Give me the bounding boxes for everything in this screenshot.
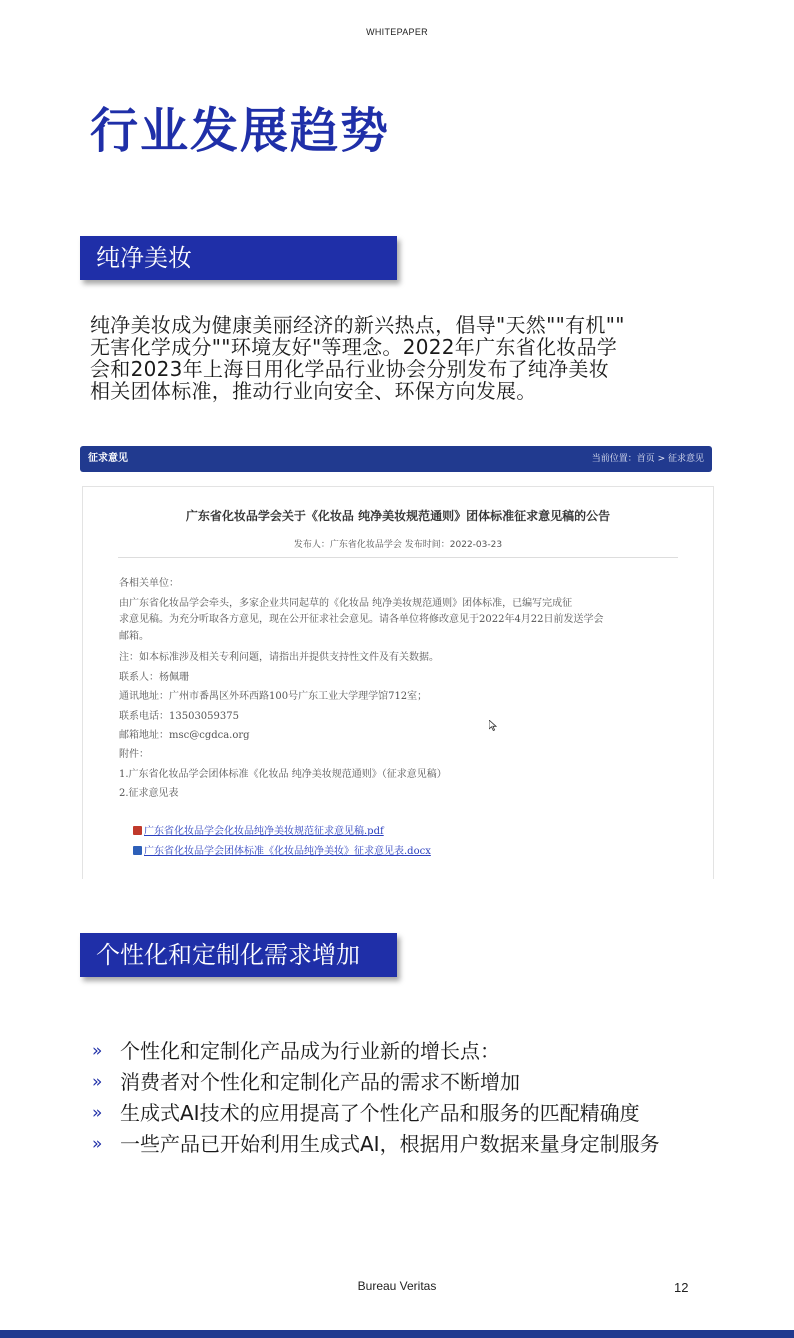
notice-line: 通讯地址：广州市番禺区外环西路100号广东工业大学理学馆712室；	[119, 691, 428, 702]
list-item-text: 个性化和定制化产品成为行业新的增长点：	[120, 1039, 500, 1063]
header-tag: WHITEPAPER	[366, 27, 428, 37]
notice-line: 联系人：杨佩珊	[119, 672, 189, 683]
section-heading-clean-beauty: 纯净美妆	[80, 236, 397, 280]
paragraph-line: 无害化学成分""环境友好"等理念。2022年广东省化妆品学	[90, 335, 618, 359]
personalization-bullet-list	[92, 1036, 752, 1160]
divider	[118, 557, 678, 558]
notice-line: 各相关单位：	[119, 578, 179, 589]
list-item	[92, 1036, 752, 1067]
list-item	[92, 1067, 752, 1098]
bullet-marker: »	[92, 1041, 103, 1061]
webpage-header-bar	[80, 446, 712, 472]
embedded-webpage-screenshot	[80, 446, 714, 878]
paragraph-line: 纯净美妆成为健康美丽经济的新兴热点，倡导"天然""有机""	[90, 313, 625, 337]
bullet-marker: »	[92, 1072, 103, 1092]
webpage-section-label: 征求意见	[88, 453, 128, 464]
page-number: 12	[674, 1280, 689, 1295]
notice-line: 1.广东省化妆品学会团体标准《化妆品 纯净美妆规范通则》（征求意见稿）	[119, 769, 447, 780]
mouse-cursor-icon	[489, 720, 497, 731]
attachment-docx-row	[133, 845, 698, 858]
notice-line: 注：如本标准涉及相关专利问题，请指出并提供支持性文件及有关数据。	[119, 652, 439, 663]
paragraph-line: 相关团体标准，推动行业向安全、环保方向发展。	[90, 379, 537, 403]
notice-line: 由广东省化妆品学会牵头，多家企业共同起草的《化妆品 纯净美妆规范通则》团体标准，已编写完成征	[119, 598, 573, 609]
pdf-file-icon	[133, 826, 142, 835]
notice-line: 邮箱。	[119, 631, 149, 642]
notice-line: 附件：	[119, 749, 149, 760]
list-item	[92, 1129, 752, 1160]
list-item-text: 消费者对个性化和定制化产品的需求不断增加	[120, 1070, 520, 1094]
webpage-breadcrumb: 当前位置：首页 > 征求意见	[591, 454, 704, 464]
bullet-marker: »	[92, 1134, 103, 1154]
notice-card	[82, 486, 714, 879]
notice-title: 广东省化妆品学会关于《化妆品 纯净美妆规范通则》团体标准征求意见稿的公告	[185, 509, 611, 523]
list-item	[92, 1098, 752, 1129]
clean-beauty-paragraph	[90, 314, 710, 402]
word-file-icon	[133, 846, 142, 855]
bullet-marker: »	[92, 1103, 103, 1123]
notice-line: 联系电话：13503059375	[119, 711, 239, 722]
notice-meta: 发布人：广东省化妆品学会 发布时间：2022-03-23	[293, 540, 503, 550]
paragraph-line: 会和2023年上海日用化学品行业协会分别发布了纯净美妆	[90, 357, 609, 381]
notice-line: 2.征求意见表	[119, 788, 179, 799]
bottom-accent-bar	[0, 1330, 794, 1338]
page-title: 行业发展趋势	[90, 103, 391, 159]
notice-line: 求意见稿。为充分听取各方意见，现在公开征求社会意见。请各单位将修改意见于2022年4月22日前发送学会	[119, 614, 604, 625]
list-item-text: 一些产品已开始利用生成式AI，根据用户数据来量身定制服务	[120, 1132, 660, 1156]
footer-organization: Bureau Veritas	[357, 1279, 437, 1293]
attachment-pdf-link[interactable]: 广东省化妆品学会化妆品纯净美妆规范征求意见稿.pdf	[144, 826, 384, 837]
section-heading-personalization: 个性化和定制化需求增加	[80, 933, 397, 977]
notice-line: 邮箱地址：msc@cgdca.org	[119, 730, 250, 741]
list-item-text: 生成式AI技术的应用提高了个性化产品和服务的匹配精确度	[120, 1101, 640, 1125]
attachment-pdf-row	[133, 825, 698, 838]
attachment-docx-link[interactable]: 广东省化妆品学会团体标准《化妆品纯净美妆》征求意见表.docx	[144, 846, 431, 857]
